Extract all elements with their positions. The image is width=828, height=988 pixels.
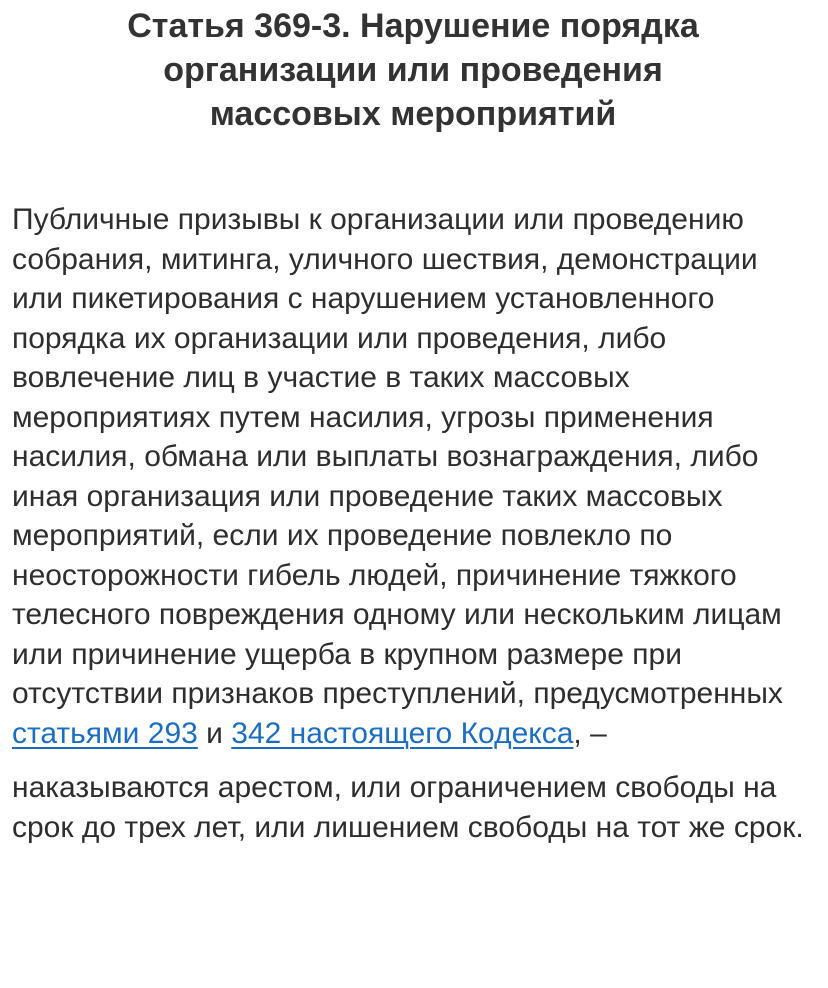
paragraph-1-end: , – bbox=[573, 716, 607, 750]
article-paragraph-disposition bbox=[12, 200, 814, 753]
link-article-342[interactable]: 342 настоящего Кодекса bbox=[231, 716, 574, 750]
article-title-line-2: организации или проведения bbox=[163, 51, 663, 89]
article-title-line-3: массовых мероприятий bbox=[209, 95, 617, 133]
link-article-293[interactable]: статьями 293 bbox=[12, 716, 198, 750]
article-title bbox=[12, 0, 814, 136]
conjunction-text: и bbox=[197, 716, 232, 750]
paragraph-1-text: Публичные призывы к организации или проведению собрания, митинга, уличного шествия, демонстрации или пикетирования с нарушением установленного порядка их организации или проведения, либо вовлечение лиц в участие в таких массовых мероприятиях путем насилия, угрозы применения насилия, обмана или выплаты вознаграждения, либо иная организация или проведение таких массовых мероприятий, если их проведение повлекло по неосторожности гибель людей, причинение тяжкого телесного повреждения одному или нескольким лицам или причинение ущерба в крупном размере при отсутствии признаков преступлений, предусмотренных bbox=[12, 203, 783, 710]
article-paragraph-sanction: наказываются арестом, или ограничением свободы на срок до трех лет, или лишением свободы на тот же срок. bbox=[12, 771, 804, 844]
article-title-line-1: Статья 369-3. Нарушение порядка bbox=[127, 7, 699, 45]
